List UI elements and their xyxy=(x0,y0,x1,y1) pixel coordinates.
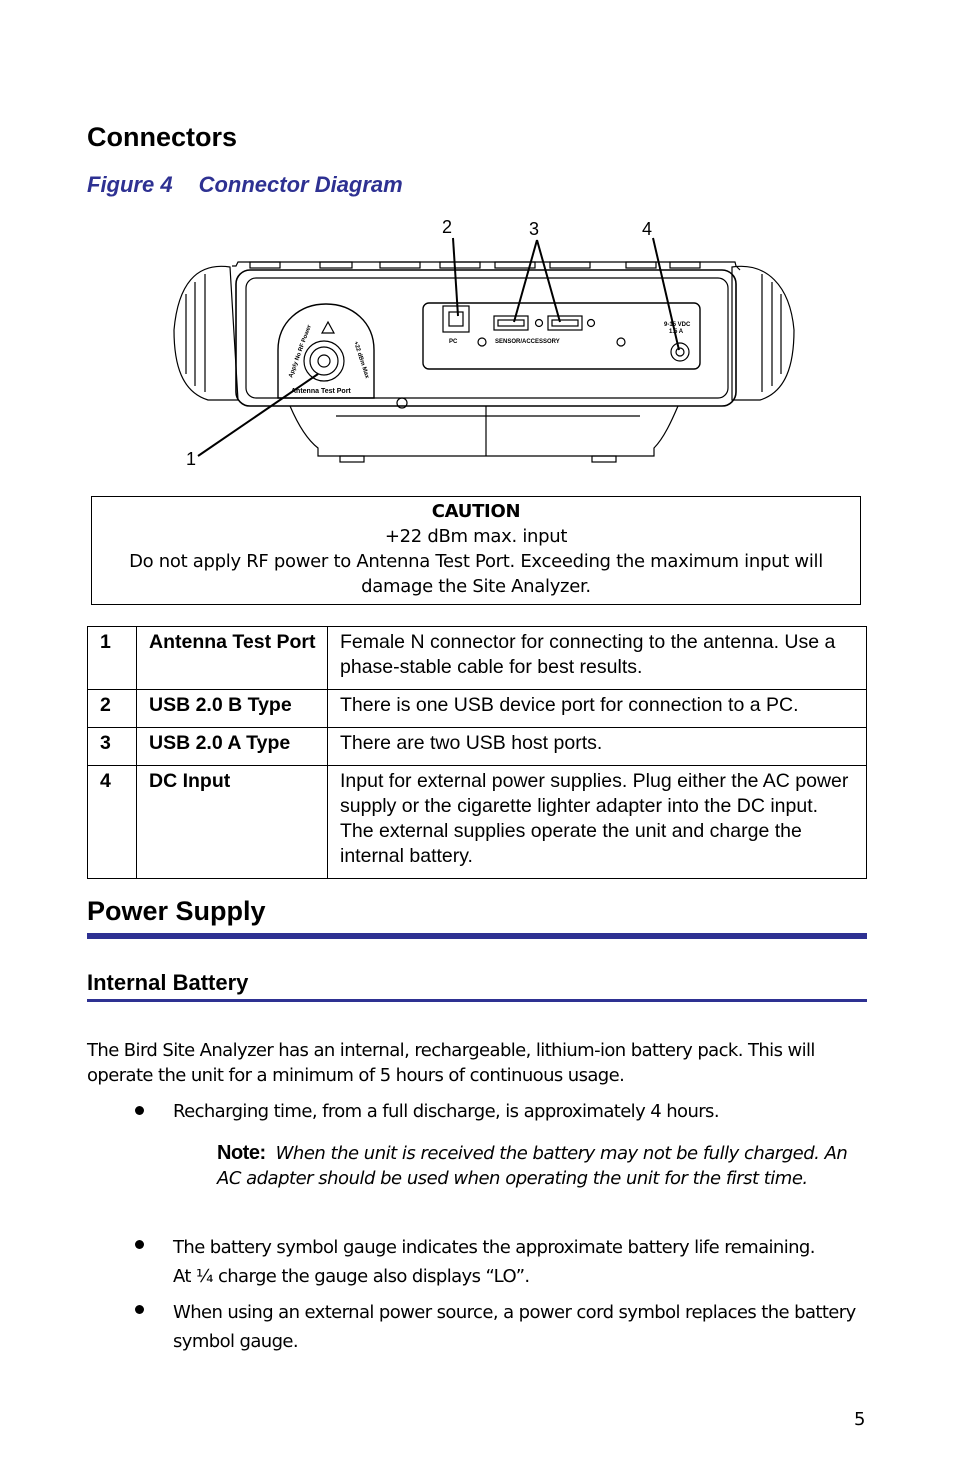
figure-title: Connector Diagram xyxy=(198,172,403,197)
usb-b-port-inner xyxy=(449,312,463,326)
callout-line-2 xyxy=(453,238,458,316)
left-grip xyxy=(174,266,238,400)
callout-4: 4 xyxy=(642,219,653,239)
section-rule xyxy=(87,933,867,939)
screw xyxy=(478,338,486,346)
power-supply-title: Power Supply xyxy=(87,896,266,926)
bullet-gauge: The battery symbol gauge indicates the approximate battery life remaining. At ¼ charge the gauge also displays “LO”. xyxy=(173,1237,815,1287)
foot xyxy=(592,456,616,462)
top-button xyxy=(626,262,656,268)
left-grip-ribs xyxy=(186,274,205,392)
connector-desc: There is one USB device port for connection to a PC. xyxy=(328,690,867,728)
foot xyxy=(340,456,364,462)
note-label: Note: xyxy=(217,1142,266,1164)
connector-desc: Input for external power supplies. Plug either the AC power supply or the cigarette lighter adapter into the DC input. The external supplies operate the unit and charge the internal battery. xyxy=(328,766,867,879)
led-indicator xyxy=(588,320,595,327)
callout-line-3b xyxy=(537,240,560,322)
connector-num: 2 xyxy=(88,690,137,728)
usb-a-port xyxy=(494,316,528,330)
top-button xyxy=(440,262,480,268)
connector-num: 4 xyxy=(88,766,137,879)
n-connector-mid xyxy=(310,347,338,375)
dc-jack xyxy=(671,343,689,361)
usb-a-port-inner xyxy=(552,320,578,326)
connector-panel xyxy=(423,303,700,369)
no-rf-label: Apply No RF Power xyxy=(288,324,313,379)
top-button xyxy=(250,262,280,268)
device-stand xyxy=(290,406,678,456)
caution-line-2: Do not apply RF power to Antenna Test Port. Exceeding the maximum input will damage the Site Analyzer. xyxy=(129,551,823,597)
right-grip xyxy=(732,266,794,400)
n-connector-pin xyxy=(318,355,330,367)
top-button xyxy=(320,262,352,268)
table-row xyxy=(88,627,867,690)
sensor-label: SENSOR/ACCESSORY xyxy=(495,339,560,345)
dc-voltage-label: 9-15 VDC xyxy=(664,322,691,328)
connector-name: Antenna Test Port xyxy=(137,627,328,690)
connector-desc: Female N connector for connecting to the antenna. Use a phase-stable cable for best results. xyxy=(328,627,867,690)
connector-table xyxy=(87,626,867,879)
bullet-icon xyxy=(135,1240,144,1249)
section-title: Connectors xyxy=(87,122,238,152)
right-grip-ribs xyxy=(762,274,781,392)
dc-jack-pin xyxy=(676,348,684,356)
screw xyxy=(617,338,625,346)
figure-caption xyxy=(87,172,403,198)
internal-battery-title: Internal Battery xyxy=(87,970,249,995)
bullet-icon xyxy=(135,1106,144,1115)
connector-num: 1 xyxy=(88,627,137,690)
antenna-port-label: Antenna Test Port xyxy=(291,388,351,395)
page-number: 5 xyxy=(854,1409,866,1430)
table-row xyxy=(88,690,867,728)
connector-desc: There are two USB host ports. xyxy=(328,728,867,766)
usb-a-port xyxy=(548,316,582,330)
figure-label: Figure 4 xyxy=(87,172,173,197)
led-indicator xyxy=(536,320,543,327)
connector-diagram xyxy=(170,210,810,470)
connector-num: 3 xyxy=(88,728,137,766)
top-button xyxy=(550,262,590,268)
caution-title: CAUTION xyxy=(431,501,521,522)
usb-b-port xyxy=(443,306,469,332)
callout-1: 1 xyxy=(186,449,197,469)
callout-2: 2 xyxy=(442,217,453,237)
connector-name: USB 2.0 B Type xyxy=(137,690,328,728)
bullet-recharge: Recharging time, from a full discharge, is approximately 4 hours. xyxy=(173,1101,719,1122)
usb-a-port-inner xyxy=(498,320,524,326)
callout-line-4 xyxy=(653,238,679,350)
callout-line-3a xyxy=(514,240,537,322)
table-row xyxy=(88,728,867,766)
caution-line-1: +22 dBm max. input xyxy=(384,526,568,547)
warning-triangle-icon xyxy=(322,322,334,333)
top-button xyxy=(670,262,700,268)
dc-amp-label: 1.5 A xyxy=(669,329,684,335)
pc-label: PC xyxy=(449,339,458,345)
connector-name: USB 2.0 A Type xyxy=(137,728,328,766)
callout-line-1 xyxy=(198,374,318,456)
top-ridge xyxy=(232,262,740,270)
note-text: When the unit is received the battery may not be fully charged. An AC adapter should be used when operating the unit for the first time. xyxy=(217,1143,848,1189)
battery-intro: The Bird Site Analyzer has an internal, rechargeable, lithium-ion battery pack. This will operate the unit for a minimum of 5 hours of continuous usage. xyxy=(87,1040,815,1086)
subsection-rule xyxy=(87,999,867,1002)
note-block xyxy=(217,1141,867,1191)
bullet-icon xyxy=(135,1305,144,1314)
callout-3: 3 xyxy=(529,219,540,239)
table-row xyxy=(88,766,867,879)
caution-box xyxy=(91,496,861,605)
bullet-power-cord: When using an external power source, a power cord symbol replaces the battery symbol gauge. xyxy=(173,1302,856,1352)
connector-name: DC Input xyxy=(137,766,328,879)
top-button xyxy=(380,262,420,268)
max-power-label: +22 dBm Max xyxy=(352,340,370,380)
device-body xyxy=(236,270,736,406)
